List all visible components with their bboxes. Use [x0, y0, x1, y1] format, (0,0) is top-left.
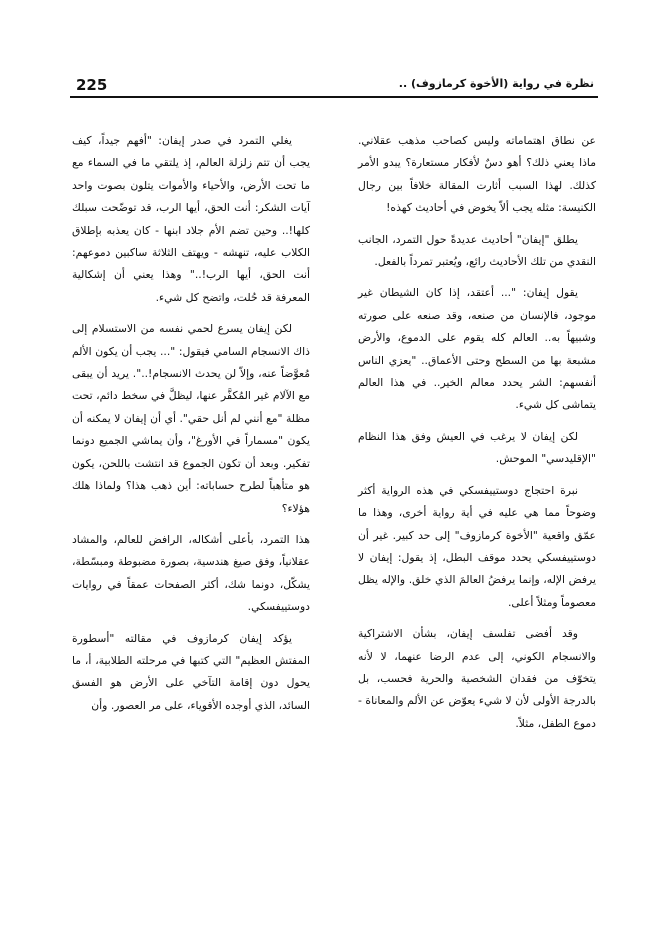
running-title: نظرة في رواية (الأخوة كرمازوف) ..	[398, 77, 594, 90]
page-header	[70, 68, 598, 98]
paragraph: لكن إيفان لا يرغب في العيش وفق هذا النظام "الإقليدسي" الموحش.	[358, 429, 596, 466]
paragraph: يطلق "إيفان" أحاديث عديدةً حول التمرد، الجانب النقدي من تلك الأحاديث رائع، ويُعتبر تمرداً بالفعل.	[358, 232, 596, 269]
paragraph: يؤكد إيفان كرمازوف في مقالته "أسطورة المفتش العظيم" التي كتبها في مرحلته الطلابية، أ، ما يحول دون إقامة التآخي على الأرض هو الفسق السائد، الذي أوجده الأقوياء، على مر العصور. وأن	[72, 631, 310, 712]
header-rule	[70, 96, 598, 98]
paragraph: هذا التمرد، بأعلى أشكاله، الرافض للعالم، والمشاد عقلانياً، وفق صيغ هندسية، بصورة مضبوطة ومبسّطة، يشكّل، دونما شك، أكثر الصفحات عمقاً في روايات دوستييفسكي.	[72, 532, 310, 614]
left-column	[72, 130, 310, 726]
paragraph: نبرة احتجاج دوستييفسكي في هذه الرواية أكثر وضوحاً مما هي عليه في أية رواية أخرى، وهذا ما عمّق واقعية "الأخوة كرمازوف" إلى حد كبير. غير أن دوستييفسكي يحدد موقف البطل، إذ يقول: إيفان لا يرفض الإله، وإنما يرفضُ العالمَ الذي خلق. والإله يظل معصوماً ومثلاً أعلى.	[358, 483, 596, 609]
paragraph: يقول إيفان: "... أعتقد، إذا كان الشيطان غير موجود، فالإنسان من صنعه، وقد صنعه على صورته وشبيهاً به.. العالم كله يقوم على الدموع، والأرض مشبعة بها من السطح وحتى الأعماق.. "يعزي الناس أنفسهم: الشر يحدد معالم الخير.. في هذا العالم يتماشى كل شيء.	[358, 286, 596, 412]
paragraph: وقد أفضى تفلسف إيفان، بشأن الاشتراكية والانسجام الكوني، إلى عدم الرضا عنهما، لا لأنه يتخوّف من فقدان الشخصية والحرية فحسب، بل بالدرجة الأولى لأن لا شيء يعوّض عن الألم والمعاناة - دموع الطفل، مثلاً.	[358, 627, 596, 730]
paragraph: عن نطاق اهتماماته وليس كصاحب مذهب عقلاني. ماذا يعني ذلك؟ أهو دسٌ لأفكار مستعارة؟ يبدو الأمر كذلك. لهذا السبب أثارت المقالة خلافاً بين رجال الكنيسة: مثله يجب ألاّ يخوض في أحاديث كهذه!	[358, 134, 596, 215]
page-number: 225	[76, 76, 108, 94]
paragraph: لكن إيفان يسرع لحمي نفسه من الاستسلام إلى ذاك الانسجام السامي فيقول: "... يجب أن يكون الألم مُعوَّضاً عنه، وإلاّ لن يحدث الانسجام!..". يريد أن يبقى مع الآلام غير المُكفَّر عنها، ليظلَّ في سخط دائم، تحت مظلة "مع أنني لم أنل حقي". أي أن إيفان لا يمكنه أن يكون "مسماراً في الأورغ"، وأن يماشي الجميع دونما تفكير. وبعد أن تكون الجموع قد انتشت باللحن، يكون هو متأهباً لطرح حساباته: أين ذهب هذا؟ ولماذا هلك هؤلاء؟	[72, 322, 310, 515]
paragraph: يغلي التمرد في صدر إيفان: "أفهم جيداً، كيف يجب أن تتم زلزلة العالم، إذ يلتقي ما في السماء مع ما تحت الأرض، والأحياء والأموات يتلون بصوت واحد آيات الشكر: أنت الحق، أيها الرب، قد توضّحت سبلك كلها!.. وحين تضم الأم جلاد ابنها - كان يعذبه بإطلاق الكلاب عليه، تنهشه - ويهتف الثلاثة ساكبين دموعهم: أنت الحق، أيها الرب!.." وهذا يعني أن إشكالية المعرفة قد حُلت، واتضح كل شيء.	[72, 134, 310, 304]
right-column	[358, 130, 596, 744]
